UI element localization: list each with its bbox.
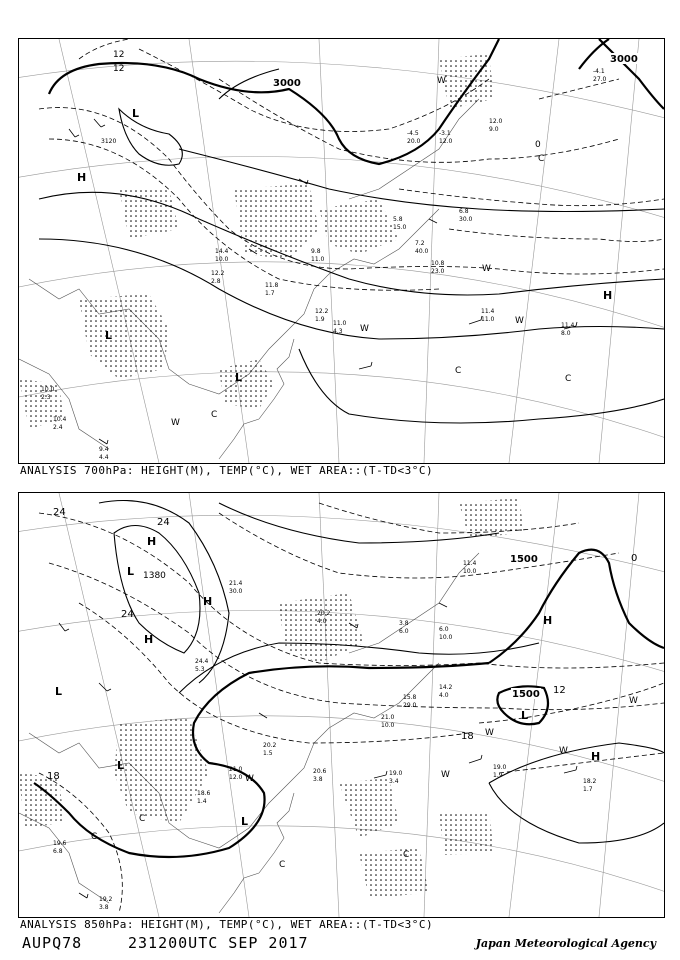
svg-text:20.2: 20.2 xyxy=(317,610,331,617)
svg-text:3.8: 3.8 xyxy=(399,620,409,627)
station-plot xyxy=(389,770,403,785)
isotherm-label: 24 xyxy=(53,507,66,518)
svg-text:21.0: 21.0 xyxy=(381,714,395,721)
station-plot xyxy=(583,778,597,793)
svg-text:11.8: 11.8 xyxy=(265,282,279,289)
station-plot xyxy=(215,248,229,263)
high-center: H xyxy=(603,289,613,302)
wind-barbs-700 xyxy=(69,119,577,444)
svg-text:1.7: 1.7 xyxy=(583,786,593,793)
low-center: L xyxy=(235,371,243,384)
warm-center: W xyxy=(485,728,494,738)
station-plot xyxy=(99,446,109,461)
station-plot xyxy=(381,714,395,729)
cold-center: C xyxy=(403,850,410,860)
contour-3000m xyxy=(49,39,664,164)
chart-caption-850hpa: ANALYSIS 850hPa: HEIGHT(M), TEMP(°C), WET AREA::(T-TD<3°C) xyxy=(20,918,434,931)
station-plot xyxy=(99,896,113,911)
svg-text:-4.1: -4.1 xyxy=(593,68,605,75)
low-center: L xyxy=(55,685,63,698)
svg-text:1.9: 1.9 xyxy=(315,316,325,323)
station-plot xyxy=(403,694,417,709)
station-plot xyxy=(593,68,607,83)
svg-text:10.0: 10.0 xyxy=(381,722,395,729)
svg-text:14.4: 14.4 xyxy=(215,248,229,255)
svg-text:1.9: 1.9 xyxy=(493,772,503,779)
svg-text:20.0: 20.0 xyxy=(407,138,421,145)
height-label: 3000 xyxy=(273,78,301,89)
cold-center: C xyxy=(211,410,218,420)
analysis-chart-850hpa xyxy=(18,492,665,918)
svg-text:15.8: 15.8 xyxy=(403,694,417,701)
svg-text:11.0: 11.0 xyxy=(311,256,325,263)
svg-text:15.0: 15.0 xyxy=(393,224,407,231)
graticule-850 xyxy=(19,493,664,917)
cold-center: C xyxy=(91,832,98,842)
station-plot xyxy=(263,742,277,757)
svg-text:5.3: 5.3 xyxy=(195,666,205,673)
valid-time: 231200UTC SEP 2017 xyxy=(128,934,309,952)
svg-text:19.0: 19.0 xyxy=(493,764,507,771)
low-center: L xyxy=(132,107,140,120)
station-plot xyxy=(313,768,327,783)
station-plot xyxy=(489,118,503,133)
svg-text:12.0: 12.0 xyxy=(439,138,453,145)
svg-text:6.8: 6.8 xyxy=(53,848,63,855)
svg-text:3.8: 3.8 xyxy=(313,776,323,783)
station-plot xyxy=(53,416,67,431)
station-plot xyxy=(459,208,473,223)
isotherm-label: 12 xyxy=(113,64,125,74)
pressure-centers-700 xyxy=(77,76,612,428)
svg-text:10.0: 10.0 xyxy=(215,256,229,263)
warm-center: W xyxy=(360,324,369,334)
station-plot xyxy=(315,308,329,323)
height-label: 3000 xyxy=(610,54,638,65)
svg-text:11.4: 11.4 xyxy=(481,308,495,315)
station-plot xyxy=(415,240,429,255)
warm-center: W xyxy=(171,418,180,428)
warm-center: W xyxy=(441,770,450,780)
isotherm-label: 0 xyxy=(535,140,541,150)
station-plot xyxy=(399,620,409,635)
svg-text:5.8: 5.8 xyxy=(393,216,403,223)
svg-text:9.0: 9.0 xyxy=(489,126,499,133)
svg-text:29.0: 29.0 xyxy=(403,702,417,709)
svg-text:11.0: 11.0 xyxy=(333,320,347,327)
station-plot xyxy=(431,260,445,275)
station-plot xyxy=(229,580,243,595)
svg-text:2.3: 2.3 xyxy=(41,394,51,401)
high-center: H xyxy=(591,750,601,763)
svg-text:3.8: 3.8 xyxy=(99,904,109,911)
svg-text:19.0: 19.0 xyxy=(389,770,403,777)
high-center: H xyxy=(144,633,154,646)
station-plot xyxy=(393,216,407,231)
station-plots-700 xyxy=(41,68,607,461)
svg-text:2.4: 2.4 xyxy=(53,424,63,431)
isotherm-label: 18 xyxy=(461,731,474,742)
height-label: 1500 xyxy=(510,554,538,565)
chart-code: AUPQ78 xyxy=(22,934,83,952)
agency-name: Japan Meteorological Agency xyxy=(475,937,656,950)
cold-center: C xyxy=(538,154,545,164)
height-label: 3120 xyxy=(101,138,117,145)
svg-text:10.0: 10.0 xyxy=(439,634,453,641)
svg-text:4.4: 4.4 xyxy=(99,454,109,461)
svg-text:9.8: 9.8 xyxy=(311,248,321,255)
svg-text:11.4: 11.4 xyxy=(463,560,477,567)
cold-center: C xyxy=(565,374,572,384)
svg-text:19.6: 19.6 xyxy=(53,840,67,847)
isotherm-label: 18 xyxy=(47,771,60,782)
svg-text:1.4: 1.4 xyxy=(197,798,207,805)
svg-text:4.0: 4.0 xyxy=(317,618,327,625)
isotherm-label: 0 xyxy=(631,553,638,564)
svg-text:10.4: 10.4 xyxy=(53,416,67,423)
chart-caption-700hpa: ANALYSIS 700hPa: HEIGHT(M), TEMP(°C), WET AREA::(T-TD<3°C) xyxy=(20,464,434,477)
svg-text:21.4: 21.4 xyxy=(229,580,243,587)
station-plot xyxy=(265,282,279,297)
station-plot xyxy=(197,790,211,805)
svg-text:2.8: 2.8 xyxy=(211,278,221,285)
svg-text:11.4: 11.4 xyxy=(561,322,575,329)
svg-text:11.0: 11.0 xyxy=(481,316,495,323)
high-center: H xyxy=(203,595,213,608)
analysis-chart-700hpa xyxy=(18,38,665,464)
station-plot xyxy=(439,684,453,699)
warm-center: W xyxy=(437,76,446,86)
low-center: L xyxy=(241,815,249,828)
low-center: L xyxy=(105,329,113,342)
svg-text:12.0: 12.0 xyxy=(229,774,243,781)
svg-text:23.0: 23.0 xyxy=(431,268,445,275)
svg-text:10.0: 10.0 xyxy=(41,386,55,393)
high-center: H xyxy=(543,614,553,627)
cold-center: C xyxy=(139,814,146,824)
high-center: H xyxy=(147,535,157,548)
station-plot xyxy=(311,248,325,263)
cold-center: C xyxy=(279,860,286,870)
svg-text:6.0: 6.0 xyxy=(439,626,449,633)
svg-text:27.0: 27.0 xyxy=(593,76,607,83)
svg-text:20.2: 20.2 xyxy=(263,742,277,749)
isotherm-label: 12 xyxy=(553,685,566,696)
svg-text:10.8: 10.8 xyxy=(431,260,445,267)
svg-text:18.6: 18.6 xyxy=(197,790,211,797)
svg-text:-3.1: -3.1 xyxy=(439,130,451,137)
svg-text:30.0: 30.0 xyxy=(229,588,243,595)
svg-text:6.8: 6.8 xyxy=(459,208,469,215)
warm-center: W xyxy=(482,264,491,274)
svg-text:20.6: 20.6 xyxy=(313,768,327,775)
warm-center: W xyxy=(515,316,524,326)
svg-text:3.4: 3.4 xyxy=(389,778,399,785)
svg-text:12.0: 12.0 xyxy=(489,118,503,125)
warm-center: W xyxy=(629,696,638,706)
svg-text:12.2: 12.2 xyxy=(211,270,225,277)
map-700hpa xyxy=(19,39,664,463)
station-plot xyxy=(333,320,347,335)
warm-center: W xyxy=(559,746,568,756)
station-plot xyxy=(463,560,477,575)
station-plot xyxy=(439,130,453,145)
svg-text:8.0: 8.0 xyxy=(561,330,571,337)
isotherm-label: 24 xyxy=(121,609,134,620)
isotherms-700 xyxy=(39,39,664,290)
svg-text:24.4: 24.4 xyxy=(195,658,209,665)
svg-text:40.0: 40.0 xyxy=(415,248,429,255)
svg-text:19.2: 19.2 xyxy=(99,896,113,903)
svg-text:14.2: 14.2 xyxy=(439,684,453,691)
low-center: L xyxy=(127,565,135,578)
svg-text:1.5: 1.5 xyxy=(263,750,273,757)
map-850hpa xyxy=(19,493,664,917)
station-plot xyxy=(493,764,507,779)
low-center: L xyxy=(117,759,125,772)
isotherm-label: 12 xyxy=(113,50,125,60)
graticule-700 xyxy=(19,39,664,463)
warm-center: W xyxy=(245,774,254,784)
svg-text:1.7: 1.7 xyxy=(265,290,275,297)
station-plot xyxy=(481,308,495,323)
svg-text:10.0: 10.0 xyxy=(463,568,477,575)
svg-text:6.0: 6.0 xyxy=(399,628,409,635)
station-plot xyxy=(561,322,575,337)
low-center: L xyxy=(521,709,529,722)
svg-text:4.0: 4.0 xyxy=(439,692,449,699)
pressure-centers-850 xyxy=(55,535,638,870)
height-label: 1500 xyxy=(512,689,540,700)
height-label: 1380 xyxy=(143,571,166,581)
station-plot xyxy=(439,626,453,641)
station-plot xyxy=(229,766,243,781)
high-center: H xyxy=(77,171,87,184)
svg-text:4.3: 4.3 xyxy=(333,328,343,335)
svg-text:9.4: 9.4 xyxy=(99,446,109,453)
svg-text:-4.5: -4.5 xyxy=(407,130,419,137)
svg-text:21.0: 21.0 xyxy=(229,766,243,773)
svg-text:12.2: 12.2 xyxy=(315,308,329,315)
svg-text:30.0: 30.0 xyxy=(459,216,473,223)
station-plot xyxy=(407,130,421,145)
isotherm-label: 24 xyxy=(157,517,170,528)
svg-text:7.2: 7.2 xyxy=(415,240,425,247)
cold-center: C xyxy=(455,366,462,376)
svg-text:18.2: 18.2 xyxy=(583,778,597,785)
